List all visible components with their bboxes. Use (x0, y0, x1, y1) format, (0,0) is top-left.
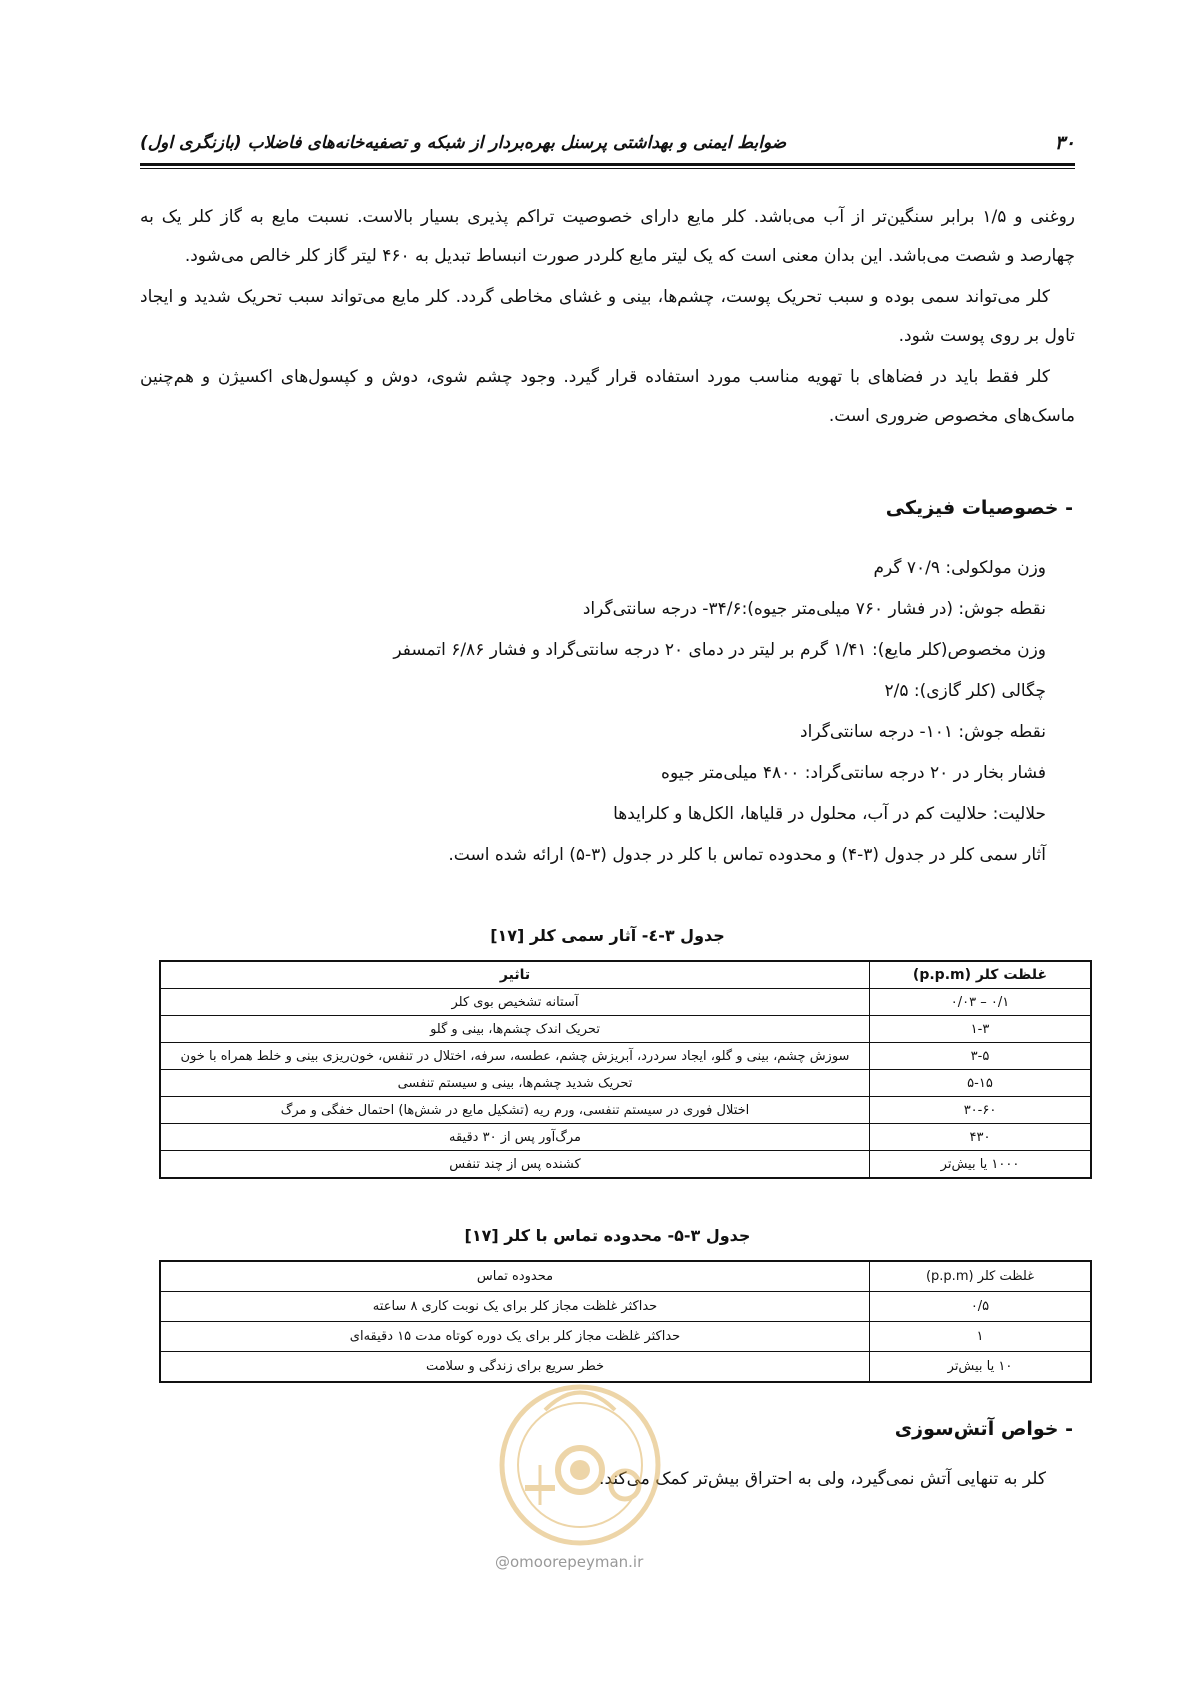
col-header-effect: تاثیر (160, 961, 870, 989)
table2-caption: جدول ۳-۵- محدوده تماس با کلر [۱۷] (464, 1226, 751, 1245)
effect-cell: تحریک شدید چشم‌ها، بینی و سیستم تنفسی (160, 1070, 870, 1097)
concentration-cell: ۳۰-۶۰ (870, 1097, 1092, 1124)
header-rule-thick (140, 163, 1075, 166)
property-item: آثار سمی کلر در جدول (۳-۴) و محدوده تماس با کلر در جدول (۳-۵) ارائه شده است. (448, 845, 1046, 865)
property-item: وزن مخصوص(کلر مایع): ۱/۴۱ گرم بر لیتر در دمای ۲۰ درجه سانتی‌گراد و فشار ۶/۸۶ اتمسفر (393, 640, 1046, 660)
effect-cell: سوزش چشم، بینی و گلو، ایجاد سردرد، آبریزش چشم، عطسه، سرفه، اختلال در تنفس، خون‌ریزی بینی و خلط همراه با خون (160, 1043, 870, 1070)
page-number: ۳۰ (1054, 132, 1075, 154)
property-item: نقطه جوش: (در فشار ۷۶۰ میلی‌متر جیوه):۳۴/۶- درجه سانتی‌گراد (582, 599, 1046, 619)
fire-text: کلر به تنهایی آتش نمی‌گیرد، ولی به احتراق بیش‌تر کمک می‌کند. (599, 1469, 1046, 1489)
concentration-cell: ۴۳۰ (870, 1124, 1092, 1151)
concentration-cell: ۰/۵ (870, 1292, 1092, 1322)
physical-heading: - خصوصیات فیزیکی (885, 497, 1073, 519)
concentration-cell: ۵-۱۵ (870, 1070, 1092, 1097)
table-row (160, 1070, 1091, 1097)
table-row (160, 1016, 1091, 1043)
table-row (160, 1292, 1091, 1322)
exposure-cell: حداکثر غلظت مجاز کلر برای یک نوبت کاری ۸ ساعته (160, 1292, 870, 1322)
table-row (160, 1322, 1091, 1352)
concentration-cell: ۱۰۰۰ یا بیش‌تر (870, 1151, 1092, 1179)
exposure-cell: حداکثر غلظت مجاز کلر برای یک دوره کوتاه مدت ۱۵ دقیقه‌ای (160, 1322, 870, 1352)
property-item: نقطه جوش: ۱۰۱- درجه سانتی‌گراد (800, 722, 1046, 742)
table1-caption: جدول ۳-٤- آثار سمی کلر [۱۷] (490, 926, 725, 945)
paragraph-3: کلر فقط باید در فضاهای با تهویه مناسب مورد استفاده قرار گیرد. وجود چشم شوی، دوش و کپسول‌های اکسیژن و هم‌چنین ماسک‌های مخصوص ضروری است. (140, 367, 1075, 426)
property-item: حلالیت: حلالیت کم در آب، محلول در قلیاها، الکل‌ها و کلرایدها (613, 804, 1046, 824)
property-item: فشار بخار در ۲۰ درجه سانتی‌گراد: ۴۸۰۰ میلی‌متر جیوه (661, 763, 1046, 783)
toxic-effects-table (159, 960, 1092, 1179)
table-row (160, 1043, 1091, 1070)
effect-cell: مرگ‌آور پس از ۳۰ دقیقه (160, 1124, 870, 1151)
watermark-logo-icon (495, 1355, 665, 1555)
concentration-cell: ۱۰ یا بیش‌تر (870, 1352, 1092, 1383)
concentration-cell: ۱ (870, 1322, 1092, 1352)
paragraph-2: کلر می‌تواند سمی بوده و سبب تحریک پوست، چشم‌ها، بینی و غشای مخاطی گردد. کلر مایع می‌تواند سبب تحریک شدید و ایجاد تاول بر روی پوست شود. (140, 287, 1075, 346)
col-header-concentration: غلظت کلر (p.p.m) (870, 961, 1092, 989)
table-header-row (160, 961, 1091, 989)
effect-cell: اختلال فوری در سیستم تنفسی، ورم ریه (تشکیل مایع در شش‌ها) احتمال خفگی و مرگ (160, 1097, 870, 1124)
effect-cell: کشنده پس از چند تنفس (160, 1151, 870, 1179)
col-header-exposure: محدوده تماس (160, 1261, 870, 1292)
running-title: ضوابط ایمنی و بهداشتی پرسنل بهره‌بردار از شبکه و تصفیه‌خانه‌های فاضلاب (بازنگری اول) (140, 133, 787, 153)
property-item: وزن مولکولی: ۷۰/۹ گرم (873, 558, 1046, 578)
table-row (160, 989, 1091, 1016)
concentration-cell: ۰/۱ – ۰/۰۳ (870, 989, 1092, 1016)
watermark-site: @omoorepeyman.ir (495, 1553, 644, 1571)
exposure-cell: خطر سریع برای زندگی و سلامت (160, 1352, 870, 1383)
header-rule-thin (140, 168, 1075, 169)
physical-properties-list (393, 548, 1046, 876)
fire-heading: - خواص آتش‌سوزی (894, 1418, 1073, 1440)
concentration-cell: ۳-۵ (870, 1043, 1092, 1070)
table-row (160, 1097, 1091, 1124)
property-item: چگالی (کلر گازی): ۲/۵ (884, 681, 1046, 701)
effect-cell: تحریک اندک چشم‌ها، بینی و گلو (160, 1016, 870, 1043)
paragraph-1: روغنی و ۱/۵ برابر سنگین‌تر از آب می‌باشد. کلر مایع دارای خصوصیت تراکم پذیری بسیار بالاست. نسبت مایع به گاز کلر یک به چهارصد و شصت می‌باشد. این بدان معنی است که یک لیتر مایع کلردر صورت انبساط تبدیل به ۴۶۰ لیتر گاز کلر خالص می‌شود. (140, 207, 1075, 266)
page-header (140, 128, 1075, 158)
concentration-cell: ۱-۳ (870, 1016, 1092, 1043)
table-header-row (160, 1261, 1091, 1292)
col-header-concentration: غلظت کلر (p.p.m) (870, 1261, 1092, 1292)
table-row (160, 1124, 1091, 1151)
effect-cell: آستانه تشخیص بوی کلر (160, 989, 870, 1016)
table-row (160, 1151, 1091, 1179)
